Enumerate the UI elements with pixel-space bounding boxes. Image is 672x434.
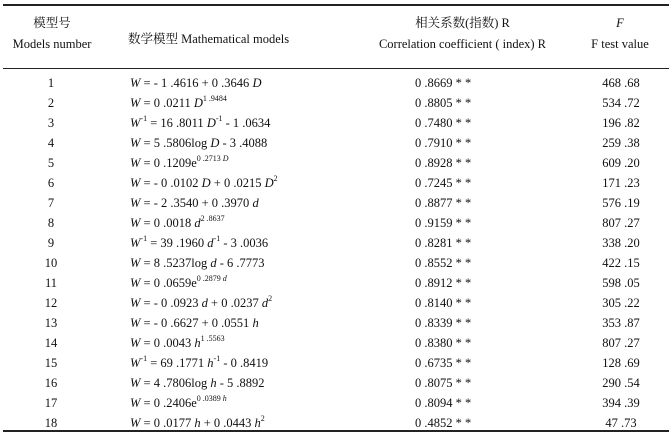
- f-value-cell: 259 .38: [602, 136, 640, 150]
- header-model-number-zh: 模型号: [33, 16, 71, 30]
- correlation-cell: 0 .8805 * *: [415, 96, 472, 110]
- model-number-cell: 8: [47, 216, 55, 230]
- correlation-cell: 0 .7910 * *: [415, 136, 472, 150]
- equation-cell: W = - 1 .4616 + 0 .3646 D: [130, 76, 262, 90]
- equation-cell: W = 0 .0018 $d^{2 .8637}$: [130, 214, 225, 230]
- equation-cell: W = 0 .0043 $h^{1 .5563}$: [130, 334, 225, 350]
- table-row: [0, 253, 672, 273]
- model-number-cell: 13: [44, 316, 58, 330]
- correlation-cell: 0 .8094 * *: [415, 396, 472, 410]
- f-value-cell: 196 .82: [602, 116, 640, 130]
- model-number-cell: 16: [44, 376, 58, 390]
- correlation-cell: 0 .7245 * *: [415, 176, 472, 190]
- model-number-cell: 18: [44, 416, 58, 430]
- f-value-cell: 468 .68: [602, 76, 640, 90]
- header-f-test: [560, 15, 672, 52]
- model-number-cell: 15: [44, 356, 58, 370]
- model-number-cell: 5: [47, 156, 55, 170]
- model-number-cell: 4: [47, 136, 55, 150]
- correlation-cell: 0 .8552 * *: [415, 256, 472, 270]
- table-row: [0, 113, 672, 133]
- model-number-cell: 2: [47, 96, 55, 110]
- correlation-cell: 0 .8928 * *: [415, 156, 472, 170]
- table-bottom-rule: [3, 430, 669, 432]
- table-top-rule: [3, 4, 669, 6]
- correlation-cell: 0 .8380 * *: [415, 336, 472, 350]
- correlation-cell: 0 .8669 * *: [415, 76, 472, 90]
- correlation-cell: 0 .8075 * *: [415, 376, 472, 390]
- correlation-cell: 0 .7480 * *: [415, 116, 472, 130]
- f-value-cell: 290 .54: [602, 376, 640, 390]
- table-row: [0, 313, 672, 333]
- f-value-cell: 171 .23: [602, 176, 640, 190]
- f-value-cell: 128 .69: [602, 356, 640, 370]
- table-row: [0, 73, 672, 93]
- equation-cell: W = 5 .5806log D - 3 .4088: [130, 136, 268, 150]
- f-value-cell: 422 .15: [602, 256, 640, 270]
- table-row: [0, 333, 672, 353]
- header-model-number-en: Models number: [12, 37, 92, 51]
- table-header-rule: [3, 68, 669, 69]
- table-row: [0, 133, 672, 153]
- header-correlation: [355, 15, 570, 52]
- correlation-cell: 0 .8281 * *: [415, 236, 472, 250]
- model-number-cell: 12: [44, 296, 58, 310]
- f-value-cell: 576 .19: [602, 196, 640, 210]
- equation-cell: $W^{-1} = 16$ .8011 $D^{-1} - 1$ .0634: [130, 114, 271, 130]
- header-model-number: [2, 15, 102, 52]
- model-number-cell: 3: [47, 116, 55, 130]
- correlation-cell: 0 .6735 * *: [415, 356, 472, 370]
- equation-cell: W = - 2 .3540 + 0 .3970 d: [130, 196, 259, 210]
- model-number-cell: 1: [47, 76, 55, 90]
- equation-cell: W = 4 .7806log h - 5 .8892: [130, 376, 265, 390]
- model-number-cell: 9: [47, 236, 55, 250]
- f-value-cell: 807 .27: [602, 216, 640, 230]
- f-value-cell: 338 .20: [602, 236, 640, 250]
- header-f-symbol: F: [616, 16, 624, 30]
- model-number-cell: 14: [44, 336, 58, 350]
- table-row: [0, 293, 672, 313]
- f-value-cell: 305 .22: [602, 296, 640, 310]
- header-correlation-en: Correlation coefficient ( index) R: [378, 37, 547, 51]
- table-row: [0, 213, 672, 233]
- equation-cell: W = 0 $.2406e^{0 .0389 h}$: [130, 394, 227, 410]
- table-row: [0, 233, 672, 253]
- correlation-cell: 0 .4852 * *: [415, 416, 472, 430]
- table-row: [0, 393, 672, 413]
- correlation-cell: 0 .8912 * *: [415, 276, 472, 290]
- correlation-cell: 0 .9159 * *: [415, 216, 472, 230]
- equation-cell: W = 0 $.1209e^{0 .2713 D}$: [130, 154, 229, 170]
- model-number-cell: 11: [44, 276, 58, 290]
- table-row: [0, 373, 672, 393]
- equation-cell: W = 0 .0177 h + 0 .0443 $h^2$: [130, 414, 265, 430]
- equation-cell: $W^{-1} = 39$ .1960 $d^{-1} - 3$ .0036: [130, 234, 269, 250]
- model-number-cell: 10: [44, 256, 58, 270]
- table-row: [0, 93, 672, 113]
- table-row: [0, 153, 672, 173]
- correlation-cell: 0 .8339 * *: [415, 316, 472, 330]
- f-value-cell: 534 .72: [602, 96, 640, 110]
- equation-cell: $W^{-1} = 69$ .1771 $h^{-1} - 0$ .8419: [130, 354, 269, 370]
- header-correlation-zh: 相关系数(指数) R: [415, 16, 510, 30]
- f-value-cell: 598 .05: [602, 276, 640, 290]
- f-value-cell: 807 .27: [602, 336, 640, 350]
- table-row: [0, 173, 672, 193]
- f-value-cell: 394 .39: [602, 396, 640, 410]
- model-number-cell: 17: [44, 396, 58, 410]
- equation-cell: W = - 0 .0923 d + 0 .0237 $d^2$: [130, 294, 273, 310]
- model-number-cell: 6: [47, 176, 55, 190]
- f-value-cell: 353 .87: [602, 316, 640, 330]
- equation-cell: W = - 0 .0102 D + 0 .0215 $D^2$: [130, 174, 278, 190]
- equation-cell: W = 0 .0211 $D^{1 .9484}$: [130, 94, 227, 110]
- table-row: [0, 353, 672, 373]
- f-value-cell: 609 .20: [602, 156, 640, 170]
- table-row: [0, 193, 672, 213]
- equation-cell: W = 0 $.0659e^{0 .2879 d}$: [130, 274, 227, 290]
- table-row: [0, 273, 672, 293]
- correlation-cell: 0 .8140 * *: [415, 296, 472, 310]
- equation-cell: W = 8 .5237log d - 6 .7773: [130, 256, 265, 270]
- header-f-test-en: F test value: [591, 37, 649, 51]
- table-body: [0, 73, 672, 433]
- header-math-models: 数学模型 Mathematical models: [128, 32, 290, 46]
- model-number-cell: 7: [47, 196, 55, 210]
- equation-cell: W = - 0 .6627 + 0 .0551 h: [130, 316, 259, 330]
- f-value-cell: 47 .73: [605, 416, 637, 430]
- correlation-cell: 0 .8877 * *: [415, 196, 472, 210]
